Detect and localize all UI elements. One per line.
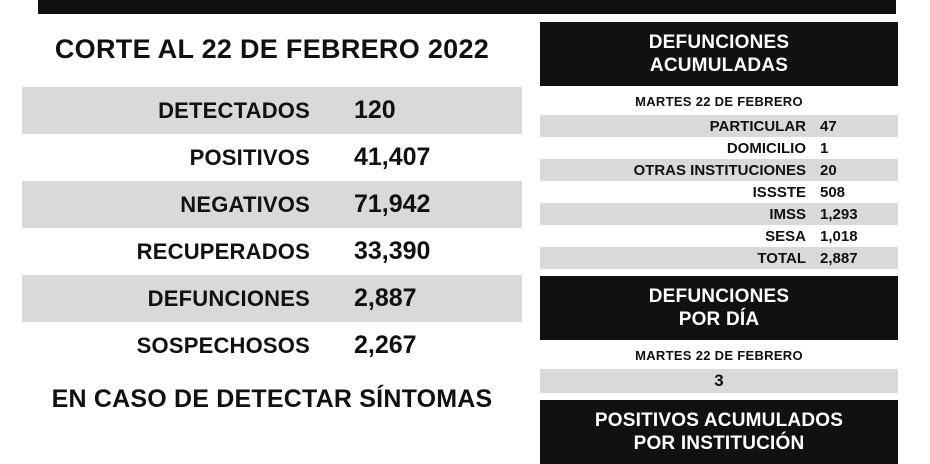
acumuladas-row-imss <box>540 203 898 225</box>
page-title: CORTE AL 22 DE FEBRERO 2022 <box>54 34 490 64</box>
defunciones-acumuladas-header <box>540 22 898 86</box>
stat-row-sospechosos <box>22 322 522 369</box>
right-panel <box>540 22 898 464</box>
stat-label: DETECTADOS <box>158 97 310 123</box>
defunciones-por-dia-subheader: MARTES 22 DE FEBRERO <box>635 348 803 363</box>
row-value: 20 <box>820 161 837 179</box>
stat-row-positivos <box>22 134 522 181</box>
row-label: IMSS <box>769 205 806 223</box>
header-line-1: POSITIVOS ACUMULADOS <box>594 410 844 431</box>
row-value: 2,887 <box>820 249 858 267</box>
header-line-2: POR DÍA <box>678 309 760 330</box>
row-value: 47 <box>820 117 837 135</box>
stat-row-negativos <box>22 181 522 228</box>
header-line-2: ACUMULADAS <box>649 55 789 76</box>
row-label: TOTAL <box>757 249 806 267</box>
left-panel <box>22 22 522 414</box>
stat-row-detectados <box>22 87 522 134</box>
defunciones-por-dia-header <box>540 276 898 340</box>
row-label: OTRAS INSTITUCIONES <box>633 161 806 179</box>
stat-label: RECUPERADOS <box>136 238 310 264</box>
row-value: 1 <box>820 139 829 157</box>
header-line-1: DEFUNCIONES <box>648 32 790 53</box>
header-line-1: DEFUNCIONES <box>648 286 790 307</box>
stat-row-defunciones <box>22 275 522 322</box>
sintomas-footer: EN CASO DE DETECTAR SÍNTOMAS <box>51 385 493 413</box>
spacer <box>540 393 898 400</box>
top-black-bar <box>38 0 896 14</box>
acumuladas-row-domicilio <box>540 137 898 159</box>
row-value: 508 <box>820 183 846 201</box>
stat-value: 33,390 <box>354 237 431 265</box>
stat-value: 41,407 <box>354 143 431 171</box>
stat-label: SOSPECHOSOS <box>136 332 310 358</box>
defunciones-por-dia-value: 3 <box>540 369 898 393</box>
stat-value: 2,267 <box>354 331 417 359</box>
acumuladas-row-sesa <box>540 225 898 247</box>
acumuladas-row-issste <box>540 181 898 203</box>
header-line-2: POR INSTITUCIÓN <box>633 433 805 454</box>
positivos-acumulados-header <box>540 400 898 464</box>
stat-value: 71,942 <box>354 190 431 218</box>
acumuladas-row-particular <box>540 115 898 137</box>
stat-label: DEFUNCIONES <box>147 285 310 311</box>
acumuladas-row-otras-instituciones <box>540 159 898 181</box>
acumuladas-row-total <box>540 247 898 269</box>
stat-value: 2,887 <box>354 284 417 312</box>
row-label: SESA <box>765 227 806 245</box>
spacer <box>540 269 898 276</box>
row-label: PARTICULAR <box>709 117 806 135</box>
row-value: 1,293 <box>820 205 858 223</box>
stat-label: NEGATIVOS <box>180 191 310 217</box>
stat-value: 120 <box>354 96 396 124</box>
row-label: DOMICILIO <box>726 139 806 157</box>
defunciones-acumuladas-subheader: MARTES 22 DE FEBRERO <box>635 94 803 109</box>
row-label: ISSSTE <box>752 183 806 201</box>
stat-row-recuperados <box>22 228 522 275</box>
stat-label: POSITIVOS <box>189 144 310 170</box>
row-value: 1,018 <box>820 227 858 245</box>
